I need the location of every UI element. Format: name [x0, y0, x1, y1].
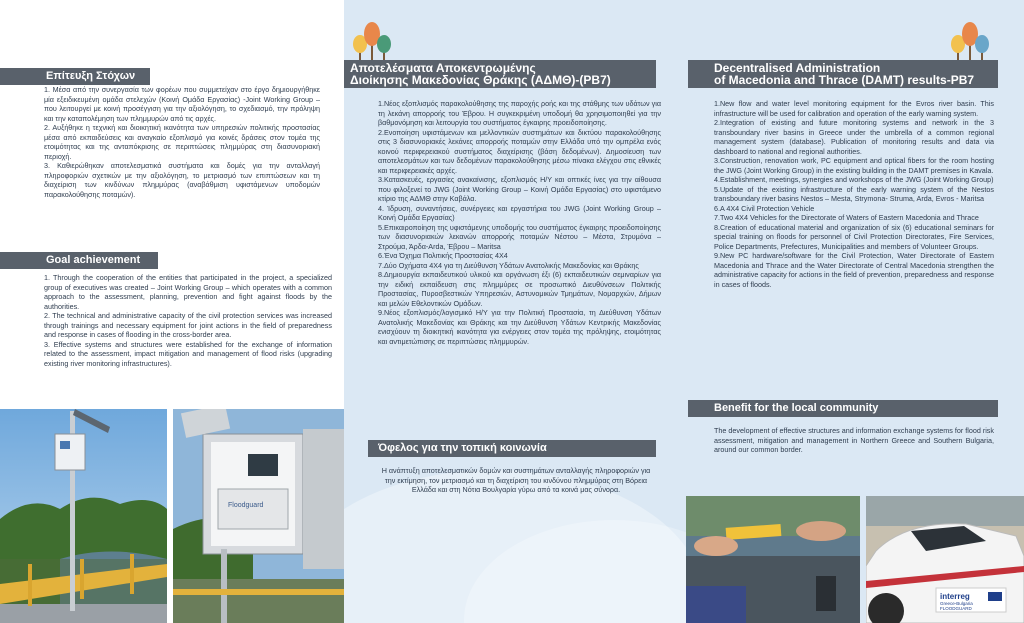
- result-item: 8.Δημιουργία εκπαιδευτικού υλικού και οργάνωση έξι (6) εκπαιδευτικών σεμιναρίων για την ειδική εκπαίδευση στις πλημμύρες σε προσωπικό Διευθύνσεων Πολιτικής Προστασίας, Πυροσβεστικών Υπηρεσιών, Αστυνομικών Τμημάτων, Νομαρχιών, Δήμων και μελών Εθελοντικών Ομάδων.: [378, 270, 661, 308]
- damt-greek-results: [378, 99, 661, 346]
- greek-goal-heading: Επίτευξη Στόχων: [0, 68, 150, 85]
- english-goal-text: [44, 273, 332, 368]
- result-item: 8.Creation of educational material and organization of six (6) educational seminars for special training on floods for personnel of Civil Protection Directorates, Fire Services, Police Departments, Prefectures, Municipalities and members of Volunteer Groups.: [714, 222, 994, 251]
- result-item: 2.Integration of existing and future monitoring systems and network in the 3 transboundary river basins in Greece under the umbrella of a common regional management system (database). Publication of monitoring results and data via dashboard to national and regional authorities.: [714, 118, 994, 156]
- control-box-illustration: [173, 409, 344, 623]
- english-goal-item: 1. Through the cooperation of the entities that participated in the project, a specialized group of executives was created – Joint Working Group – which operates with a common approach to the assessment, planning, prevention and fight against floods by the authorities.: [44, 273, 332, 311]
- damt-english-heading-line2: of Macedonia and Thrace (DAMT) results-PB7: [714, 73, 975, 87]
- damt-english-heading-line1: Decentralised Administration: [714, 61, 881, 75]
- trees-icon: [948, 20, 994, 62]
- box-label: Floodguard: [228, 502, 264, 509]
- vehicle-photo: [866, 496, 1024, 623]
- result-item: 6.A 4X4 Civil Protection Vehicle: [714, 203, 815, 213]
- right-panel: [686, 0, 1024, 623]
- result-item: 9.New PC hardware/software for the Civil Protection, Water Directorate of Eastern Macedonia and Thrace and the Water Directorate of Central Macedonia strengthen the administrative capacity for actions in the field of prevention, preparedness and response in cases of floods.: [714, 251, 994, 289]
- english-benefit-heading: Benefit for the local community: [688, 400, 998, 417]
- result-item: 6.Ένα Όχημα Πολιτικής Προστασίας 4Χ4: [378, 251, 508, 260]
- control-box-photo: [173, 409, 344, 623]
- greek-goal-text: [44, 85, 320, 199]
- greek-goal-item: 1. Μέσα από την συνεργασία των φορέων που συμμετείχαν στο έργο δημιουργήθηκε μία εξειδικευμένη ομάδα στελεχών (Κοινή Ομάδα Εργασίας) -Joint Working Group – που λειτουργεί με κοινή προσέγγιση για την αξιολόγηση, το σχεδιασμό, την πρόληψη και την καταπολέμηση των πλημμυρών από τις αρχές.: [44, 85, 320, 123]
- trees-icon: [350, 20, 396, 62]
- result-item: 1.New flow and water level monitoring equipment for the Evros river basin. This infrastructure will be used for calibration and operation of the early warning system.: [714, 99, 994, 118]
- result-item: 5.Update of the existing infrastructure of the early warning system of the Nestos transboundary river basins Nestos – Mesta, Strymona- Struma, Arda, Evros - Maritsa: [714, 184, 994, 203]
- damt-greek-heading-line2: Διοίκησης Μακεδονίας Θράκης (ΑΔΜΘ)-(PB7): [350, 73, 611, 87]
- middle-panel: [344, 0, 686, 623]
- english-goal-heading: Goal achievement: [0, 252, 158, 269]
- result-item: 4. Ίδρυση, συναντήσεις, συνέργειες και εργαστήρια του JWG (Joint Working Group – Κοινή Ομάδα Εργασίας): [378, 203, 661, 222]
- interreg-logo-text: interreg: [940, 592, 970, 601]
- greek-benefit-text: Η ανάπτυξη αποτελεσματικών δομών και συστημάτων ανταλλαγής πληροφοριών για την εκτίμηση, τον μετριασμό και τη διαχείριση του κινδύνου πλημμύρας στη Βόρεια Ελλάδα και στη Νότια Βουλγαρία γύρω από τα κοινά μας σύνορα.: [381, 466, 651, 494]
- greek-goal-item: 3. Καθιερώθηκαν αποτελεσματικά συστήματα και δομές για την ανταλλαγή πληροφοριών σχετικών με την αξιολόγηση, το μετριασμό των επιπτώσεων και τη διαχείριση των κινδύνων πλημμύρας (αναβάθμιση υφιστάμενων υποδομών παρακολούθησης ποταμών).: [44, 161, 320, 199]
- result-item: 7.Δύο Οχήματα 4Χ4 για τη Διεύθυνση Υδάτων Ανατολικής Μακεδονίας και Θράκης: [378, 260, 639, 270]
- damt-english-heading: [688, 60, 998, 88]
- result-item: 3.Κατασκευές, εργασίες ανακαίνισης, εξοπλισμός Η/Υ και οπτικές ίνες για την αίθουσα που φιλοξενεί το JWG (Joint Working Group – Κοινή Ομάδα Εργασίας) στο υφιστάμενο κτίριο της ΑΔΜΘ στην Καβάλα.: [378, 175, 661, 203]
- greek-benefit-heading: Όφελος για την τοπική κοινωνία: [368, 440, 656, 457]
- english-goal-item: 3. Effective systems and structures were established for the exchange of information related to the assessment, impact mitigation and management of flood risks (upgrading existing river monitoring infrastructures).: [44, 339, 332, 368]
- english-benefit-text: The development of effective structures and information exchange systems for flood risk assessment, mitigation and management in Northern Greece and Southern Bulgaria, around our common border.: [714, 426, 994, 454]
- river-station-photo: [0, 409, 167, 623]
- result-item: 5.Επικαιροποίηση της υφιστάμενης υποδομής του συστήματος έγκαιρης προειδοποίησης των διασυνοριακών λεκανών απορροής ποταμών Νέστου – Μέστα, Στρυμόνα – Στρούμα, Άρδα-Arda, Έβρου – Maritsa: [378, 222, 661, 251]
- damt-english-results: [714, 99, 994, 289]
- result-item: 7.Two 4X4 Vehicles for the Directorate of Waters of Eastern Macedonia and Thrace: [714, 213, 979, 222]
- vehicle-illustration: [866, 496, 1024, 623]
- equipment-hands-photo: [686, 496, 860, 623]
- river-station-illustration: [0, 409, 167, 623]
- interreg-logo-sub: Greece-Bulgaria: [940, 601, 973, 606]
- left-panel: [0, 0, 344, 623]
- result-item: 9.Νέος εξοπλισμός/λογισμικό Η/Υ για την Πολιτική Προστασία, τη Διεύθυνση Υδάτων Ανατολικής Μακεδονίας και Θράκης και την Διεύθυνση Υδάτων Κεντρικής Μακεδονίας ενισχύουν τη διοικητική ικανότητα για ενέργειες στον τομέα της πρόληψης, ετοιμότητας και αντιμετώπισης σε περιπτώσεις πλημμυρών.: [378, 308, 661, 346]
- equipment-hands-illustration: [686, 496, 860, 623]
- damt-greek-heading-line1: Αποτελέσματα Αποκεντρωμένης: [350, 61, 536, 75]
- damt-greek-heading: [344, 60, 656, 88]
- result-item: 2.Ενοποίηση υφιστάμενων και μελλοντικών συστημάτων και δικτύου παρακολούθησης στις 3 διασυνοριακές λεκάνες απορροής ποταμών στην Ελλάδα υπό την ομπρέλα ενός κοινού περιφερειακού συστήματος διαχείρισης (βάση δεδομένων). Δημοσίευση των αποτελεσμάτων και των δεδομένων παρακολούθησης μέσω πίνακα ελέγχου στις εθνικές και περιφερειακές αρχές.: [378, 127, 661, 175]
- result-item: 3.Construction, renovation work, PC equipment and optical fibers for the room hosting the JWG (Joint Working Group) in the existing building in the DAMT premises in Kavala.: [714, 156, 994, 175]
- greek-goal-item: 2. Αυξήθηκε η τεχνική και διοικητική ικανότητα των υπηρεσιών πολιτικής προστασίας μέσα από εκπαιδεύσεις και αναγκαίο εξοπλισμό για κοινές δράσεις στον τομέα της ετοιμότητας και της ανταπόκρισης σε περιπτώσεις πλημμύρας στη διασυνοριακή περιοχή.: [44, 123, 320, 161]
- result-item: 1.Νέος εξοπλισμός παρακολούθησης της παροχής ροής και της στάθμης των υδάτων για τη λεκάνη απορροής του Έβρου. Η συγκεκριμένη υποδομή θα χρησιμοποιηθεί για την βαθμονόμηση και λειτουργία του συστήματος έγκαιρης προειδοποίησης.: [378, 99, 661, 127]
- result-item: 4.Establishment, meetings, synergies and workshops of the JWG (Joint Working Group): [714, 175, 994, 184]
- english-goal-item: 2. The technical and administrative capacity of the civil protection services was increased through trainings and necessary equipment for joint actions in the field of preparedness and response in cases of flooding in the cross-border area.: [44, 311, 332, 339]
- interreg-logo-project: FLOODGUARD: [940, 606, 972, 611]
